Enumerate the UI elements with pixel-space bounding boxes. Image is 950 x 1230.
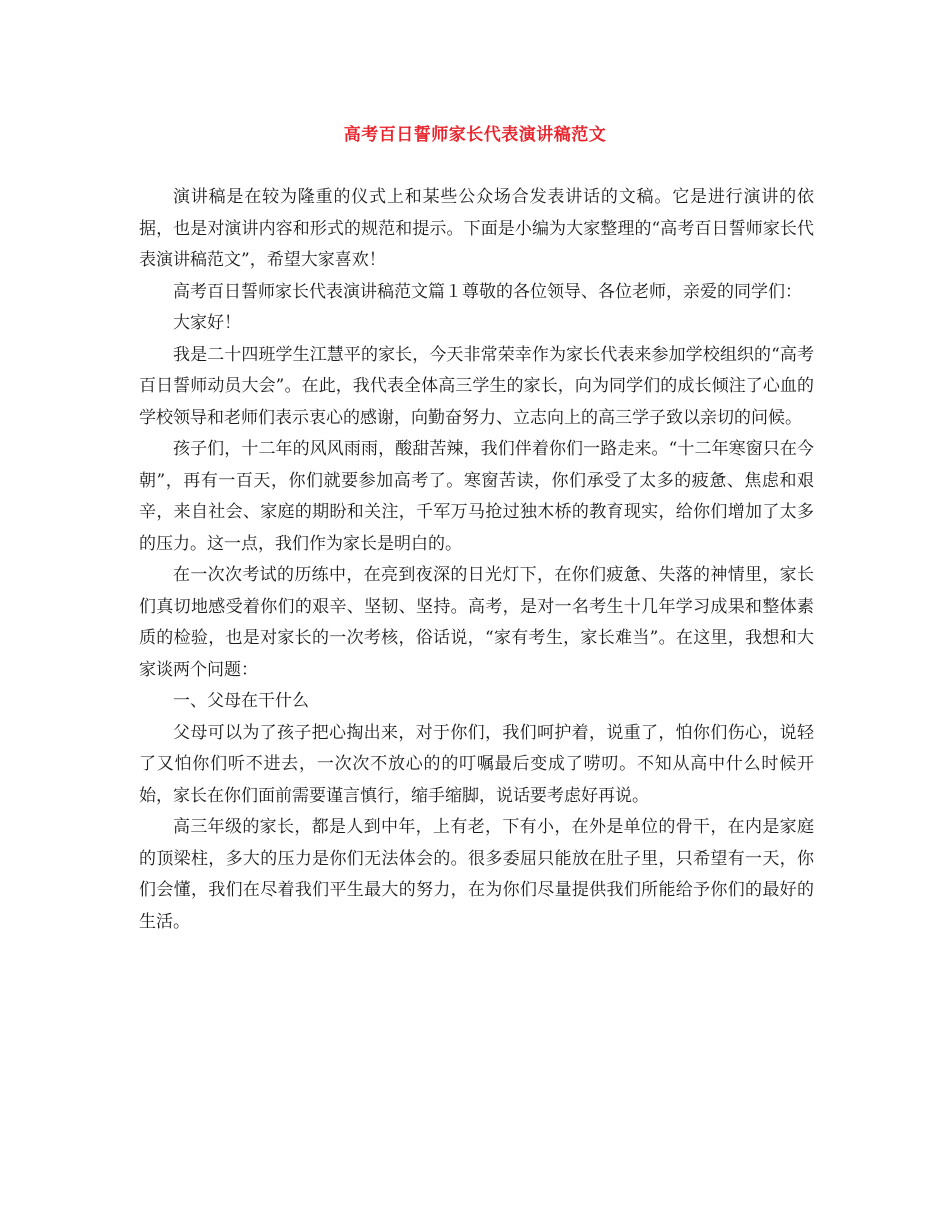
paragraph-twelve-years: 孩子们，十二年的风风雨雨，酸甜苦辣，我们伴着你们一路走来。“十二年寒窗只在今朝”，再有一百天，你们就要参加高考了。寒窗苦读，你们承受了太多的疲惫、焦虑和艰辛，来自社会、家庭的期盼和关注，千军万马抢过独木桥的教育现实，给你们增加了太多的压力。这一点，我们作为家长是明白的。: [139, 439, 814, 554]
paragraph-self-introduction: 我是二十四班学生江慧平的家长，今天非常荣幸作为家长代表来参加学校组织的“高考百日誓师动员大会”。在此，我代表全体高三学生的家长，向为同学们的成长倾注了心血的学校领导和老师们表示衷心的感谢，向勤奋努力、立志向上的高三学子致以亲切的问候。: [139, 344, 814, 428]
document-title: 高考百日誓师家长代表演讲稿范文: [343, 125, 607, 145]
paragraph-salutation: 高考百日誓师家长代表演讲稿范文篇１尊敬的各位领导、各位老师，亲爱的同学们：: [173, 281, 802, 302]
section-heading-parents: 一、父母在干什么: [173, 691, 309, 711]
paragraph-parents-pressure: 高三年级的家长，都是人到中年，上有老，下有小，在外是单位的骨干，在内是家庭的顶梁柱，多大的压力是你们无法体会的。很多委屈只能放在肚子里，只希望有一天，你们会懂，我们在尽着我们平生最大的努力，在为你们尽量提供我们所能给予你们的最好的生活。: [139, 817, 814, 932]
paragraph-exams: 在一次次考试的历练中，在亮到夜深的日光灯下，在你们疲惫、失落的神情里，家长们真切地感受着你们的艰辛、坚韧、坚持。高考，是对一名考生十几年学习成果和整体素质的检验，也是对家长的一次考核，俗话说，“家有考生，家长难当”。在这里，我想和大家谈两个问题：: [139, 565, 814, 680]
paragraph-intro: 演讲稿是在较为隆重的仪式上和某些公众场合发表讲话的文稿。它是进行演讲的依据，也是对演讲内容和形式的规范和提示。下面是小编为大家整理的“高考百日誓师家长代表演讲稿范文”，希望大家喜欢！: [139, 187, 814, 270]
paragraph-greeting: 大家好！: [173, 313, 241, 333]
document-body: [139, 182, 814, 938]
paragraph-parents-care: 父母可以为了孩子把心掏出来，对于你们，我们呵护着，说重了，怕你们伤心，说轻了又怕你们听不进去，一次次不放心的的叮嘱最后变成了唠叨。不知从高中什么时候开始，家长在你们面前需要谨言慎行，缩手缩脚，说话要考虑好再说。: [139, 722, 814, 806]
